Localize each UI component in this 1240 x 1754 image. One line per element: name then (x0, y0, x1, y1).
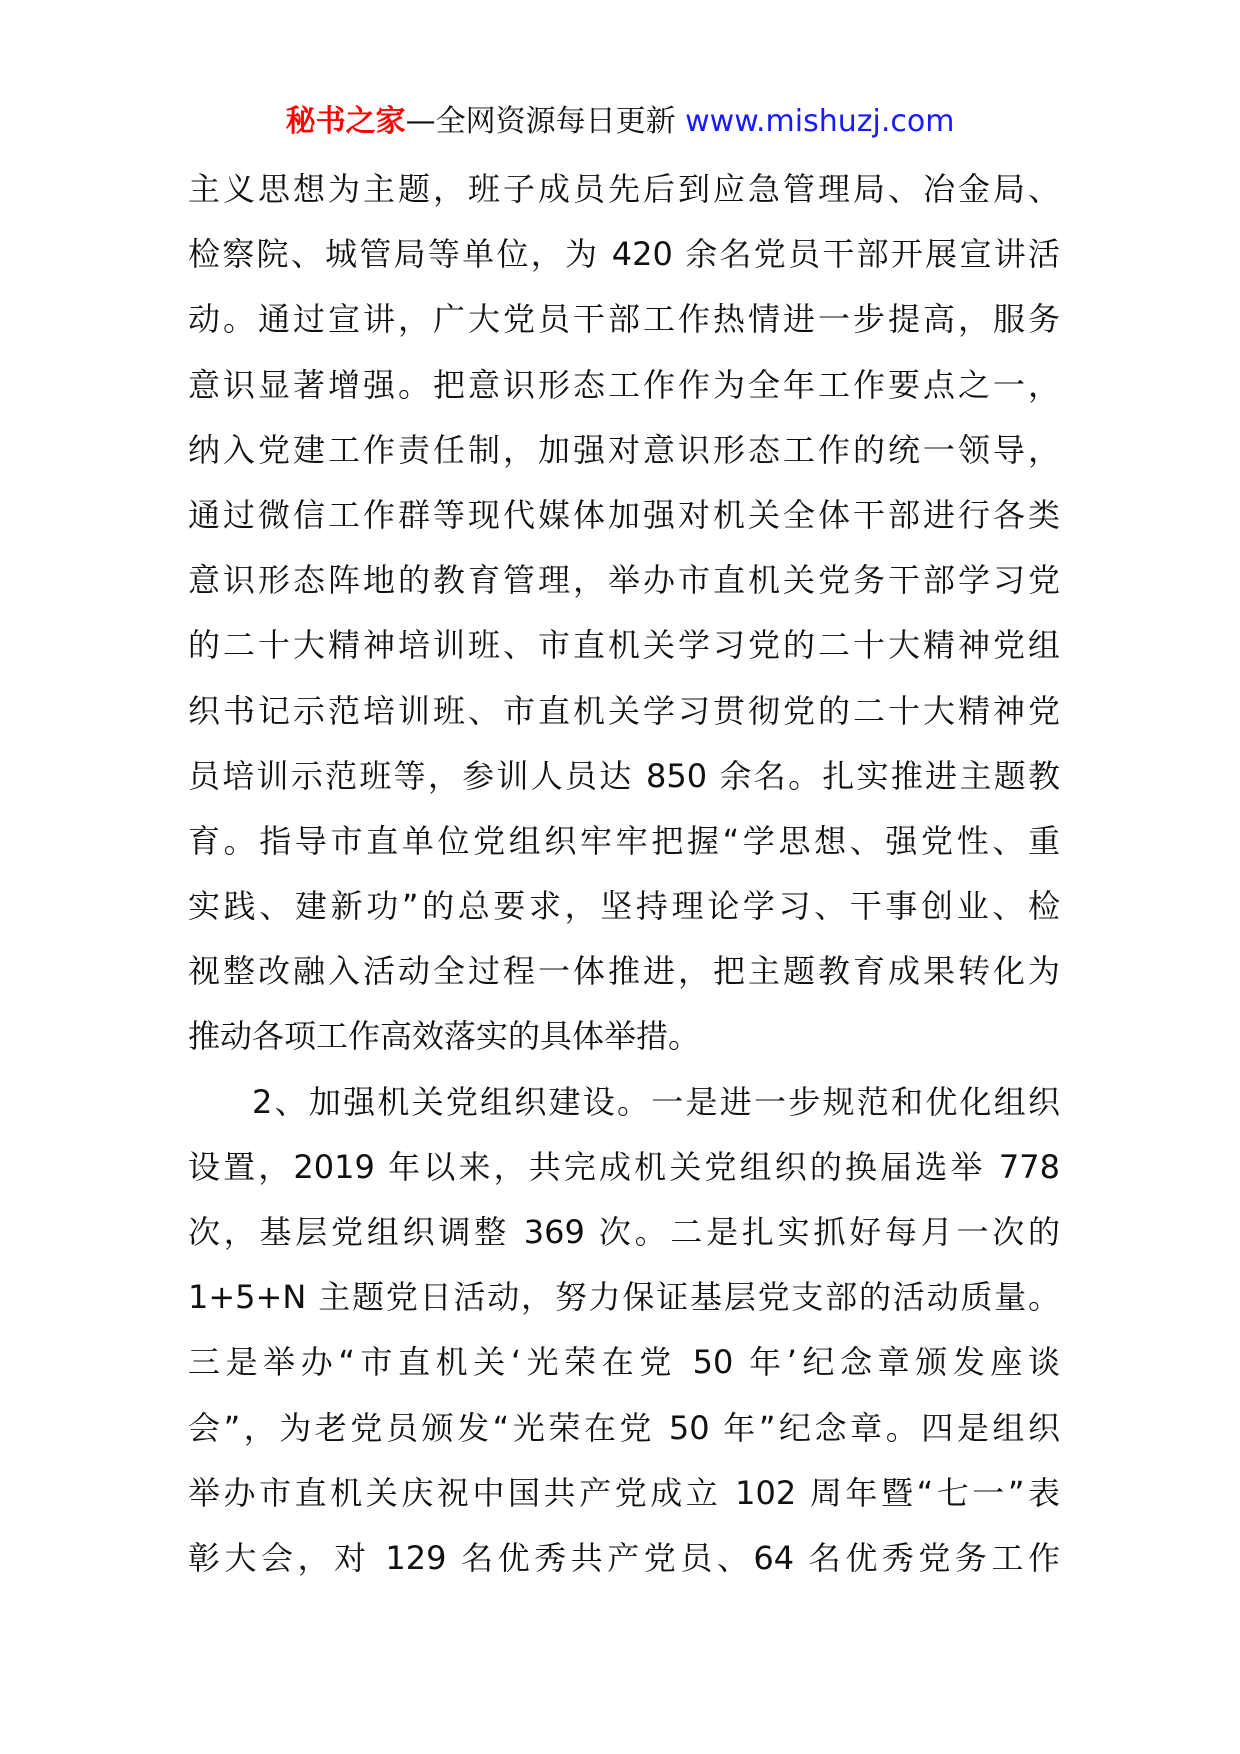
text-line: 彰大会，对 129 名优秀共产党员、64 名优秀党务工作 (188, 1538, 1060, 1577)
site-slogan: —全网资源每日更新 (405, 104, 676, 139)
text-line: 实践、建新功”的总要求，坚持理论学习、干事创业、检 (188, 887, 1060, 926)
text-line: 三是举办“市直机关‘光荣在党 50 年’纪念章颁发座谈 (188, 1343, 1060, 1382)
site-url-link[interactable]: www.mishuzj.com (685, 104, 955, 139)
text-line: 纳入党建工作责任制，加强对意识形态工作的统一领导， (188, 430, 1060, 469)
text-line: 主义思想为主题，班子成员先后到应急管理局、冶金局、 (188, 170, 1060, 208)
text-line: 的二十大精神培训班、市直机关学习党的二十大精神党组 (188, 626, 1060, 665)
page-header (0, 102, 1240, 142)
text-line: 检察院、城管局等单位，为 420 余名党员干部开展宣讲活 (188, 235, 1060, 274)
site-brand: 秘书之家 (285, 104, 406, 139)
document-body (188, 157, 1060, 1591)
text-line: 意识形态阵地的教育管理，举办市直机关党务干部学习党 (188, 561, 1060, 600)
text-line: 意识显著增强。把意识形态工作作为全年工作要点之一， (188, 365, 1060, 404)
text-line: 动。通过宣讲，广大党员干部工作热情进一步提高，服务 (188, 300, 1060, 339)
text-line: 育。指导市直单位党组织牢牢把握“学思想、强党性、重 (188, 821, 1060, 860)
paragraph-end-line: 推动各项工作高效落实的具体举措。 (188, 1017, 701, 1056)
text-line: 通过微信工作群等现代媒体加强对机关全体干部进行各类 (188, 495, 1060, 534)
paragraph-start-line: 2、加强机关党组织建设。一是进一步规范和优化组织 (252, 1082, 1060, 1121)
text-line: 1+5+N 主题党日活动，努力保证基层党支部的活动质量。 (188, 1278, 1060, 1317)
text-line: 视整改融入活动全过程一体推进，把主题教育成果转化为 (188, 952, 1060, 991)
text-line: 次，基层党组织调整 369 次。二是扎实抓好每月一次的 (188, 1213, 1060, 1251)
text-line: 员培训示范班等，参训人员达 850 余名。扎实推进主题教 (188, 756, 1060, 795)
text-line: 设置，2019 年以来，共完成机关党组织的换届选举 778 (188, 1147, 1060, 1186)
text-line: 举办市直机关庆祝中国共产党成立 102 周年暨“七一”表 (188, 1473, 1060, 1512)
text-line: 会”，为老党员颁发“光荣在党 50 年”纪念章。四是组织 (188, 1408, 1060, 1447)
text-line: 织书记示范培训班、市直机关学习贯彻党的二十大精神党 (188, 691, 1060, 730)
